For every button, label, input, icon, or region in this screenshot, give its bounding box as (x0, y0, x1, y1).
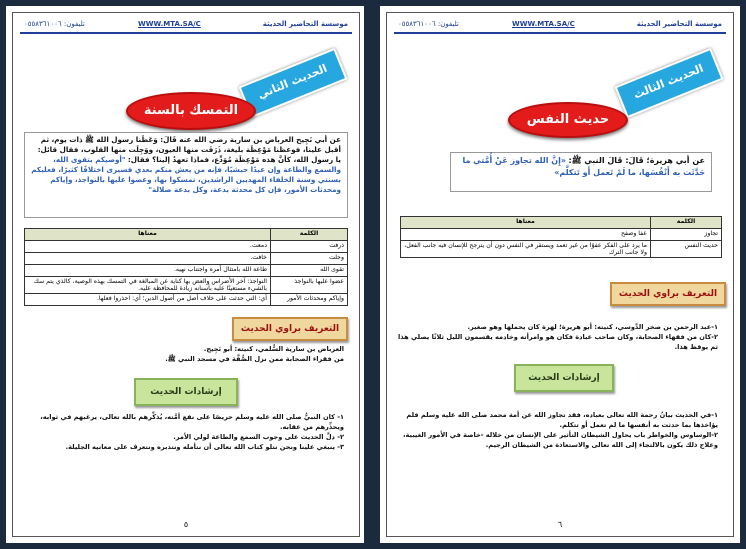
narrator-text (44, 344, 344, 364)
guidance-line: ١-في الحديث بيانُ رحمة الله تعالى بعباده، فقد تجاوز الله عن أمة محمد صلى الله عليه وسلم فلم يؤاخذها بما حدثت به أنفسها ما لم تعمل أو تتكلم. (406, 411, 718, 429)
header-website[interactable]: WWW.MTA.SA/C (512, 20, 575, 28)
table-cell-meaning: دمعت. (25, 241, 271, 253)
table-cell-word: ذرفت (271, 241, 348, 253)
table-cell-word: وجلت (271, 253, 348, 265)
table-cell-meaning: طاعة الله بامتثال أمره واجتناب نهيه. (25, 265, 271, 277)
table-cell-meaning: النواجذ: آخر الأضراس والعض بها كناية عن المبالغة في التمسك بهذه الوصية، كالذي يتم سك بالشيء مستعينًا عليه بأسنانه زيادة للمحافظة عليه. (25, 277, 271, 294)
hadith-title: حديث النفس (508, 102, 628, 138)
page-header (394, 18, 726, 34)
guidance-text (22, 412, 344, 452)
table-header-word: الكلمة (651, 217, 722, 229)
header-website[interactable]: WWW.MTA.SA/C (138, 20, 201, 28)
header-org: موسسة التحاضير الحديثة (262, 20, 348, 28)
guidance-line: ١- كان النبيُّ صلى الله عليه وسلم حريصًا على نفع أمَّته، يُذكِّرهم بالله تعالى، يرغبهم في ثوابه، ويحذِّرهم من عقابه. (40, 413, 344, 431)
hadith-number-arrow: الحديث الثالث (614, 48, 723, 118)
narrator-line: ٢-كان من فقهاء الصحابة، وكان صاحب عبادة فكان هو وامرأته وخادمه يقسمون الليل ثلاثًا يصلي هذا ثم يوقظ هذا. (398, 333, 718, 351)
hadith-intro: عن أبي نَجِيح العرباض بن سارية رضي الله عنه قَالَ: وَعَظَنا رسول الله ﷺ ذات يوم، ثم أقبل علينا، فوعظنا مَوْعِظَة بليغة، ذَرَفَت منها العيون، ووَجِلَت منها القلوب، فقال قائل: يا رسول الله، كأنَّ هذه مَوْعِظَة مُوَدِّع، فماذا تعهدُ إلينا؟ فقال: (37, 135, 341, 164)
hadith-title: التمسك بالسنة (126, 92, 256, 130)
page-number: ٦ (557, 520, 563, 529)
guidance-line: ٢-الوساوس والخواطر باب يحاول الشيطان التأثير على الإنسان من خلاله -خاصة في الأمور الغيبية، وعلاج ذلك يكون بالالتجاء إلى الله تعالى والاستعاذة من الشيطان الرجيم. (403, 431, 718, 449)
table-cell-meaning: عفا وصفح (401, 229, 651, 241)
hadith-quote: «إِنَّ الله تجاوز عَنْ أُمَّتي ما حَدَّثَت به أَنْفُسَها، ما لَمْ تَعمل أَو تَتكلَّم» (462, 156, 705, 177)
table-row (401, 241, 722, 258)
book-spine (364, 0, 380, 549)
guidance-heading: إرشادات الحديث (134, 378, 238, 406)
table-cell-word: حديث النفس (651, 241, 722, 258)
guidance-text (396, 410, 718, 450)
hadith-intro: عن أبي هريرة؛ قَالَ: قَالَ النبي ﷺ: (568, 156, 705, 165)
narrator-text (396, 322, 718, 352)
table-header-word: الكلمة (271, 229, 348, 241)
hadith-text-box (450, 152, 712, 192)
vocabulary-table (24, 228, 348, 306)
table-cell-word: عضوا عليها بالنواجذ (271, 277, 348, 294)
table-cell-meaning: خافت. (25, 253, 271, 265)
guidance-line: ٣- ينبغي علينا ونحن نتلو كتاب الله تعالى أن نتأمله ونتدبره ونتعرف على معانيه الجليلة. (65, 443, 344, 451)
table-row (25, 253, 348, 265)
table-row (25, 241, 348, 253)
hadith-quote: "أوصيكم بتقوى الله، والسمع والطاعة وإن عبدًا حبشيًا، فإنه من يعش منكم بعدي فسيرى اختلافًا كثيرًا، فعليكم بسنتي وسنة الخلفاء المهديين الراشدين، تمسكوا بها، وعضوا عليها بالنواجذ، وإياكم ومحدثات الأمور، فإن كل محدثة بدعة، وكل بدعة ضلالة" (31, 155, 341, 194)
table-cell-meaning: ما يرد على الفكر عفوًا من غير تعمد ويستقر في النفس دون أن يترجح للإنسان فيه جانب الفعل، ولا جانب الترك (401, 241, 651, 258)
page-left (6, 6, 366, 543)
table-row (25, 294, 348, 306)
header-phone: تليفون: ٠٥٥٨٣٦١٠٠٦ (398, 20, 459, 28)
table-row (25, 265, 348, 277)
header-org: موسسة التحاضير الحديثة (636, 20, 722, 28)
page-number: ٥ (183, 520, 189, 529)
narrator-line: من فقراء الصحابة ممن نزل الصُّفَّة في مسجد النبي ﷺ. (165, 355, 344, 363)
hadith-number-arrow: الحديث الثاني (238, 48, 347, 118)
guidance-line: ٢- دلَّ الحديث على وجوب السمع والطاعة لولي الأمر. (173, 433, 344, 441)
table-cell-word: تجاوز (651, 229, 722, 241)
table-row (401, 229, 722, 241)
narrator-line: العرباض بن سارية السُّلمي، كنيته: أبو نَجِيح. (203, 345, 344, 353)
page-right (380, 6, 740, 543)
table-row (25, 277, 348, 294)
guidance-heading: إرشادات الحديث (514, 364, 614, 392)
hadith-text-box (24, 132, 348, 218)
vocabulary-table (400, 216, 722, 258)
table-header-meaning: معناها (401, 217, 651, 229)
narrator-heading: التعريف براوي الحديث (232, 317, 348, 341)
table-header-meaning: معناها (25, 229, 271, 241)
table-cell-word: تقوى الله (271, 265, 348, 277)
table-cell-word: وإياكم ومحدثات الأمور (271, 294, 348, 306)
header-phone: تليفون: ٠٥٥٨٣٦١٠٠٦ (24, 20, 85, 28)
page-header (20, 18, 352, 34)
narrator-heading: التعريف براوي الحديث (610, 282, 726, 306)
narrator-line: ١-عبد الرحمن بن صخر الدَّوسي، كنيته: أبو هريرة؛ لهرة كان يحملها وهو صغير. (467, 323, 718, 331)
table-cell-meaning: أي: التي حدثت على خلاف أصل من أصول الدين؛ أي: احذروا فعلها. (25, 294, 271, 306)
